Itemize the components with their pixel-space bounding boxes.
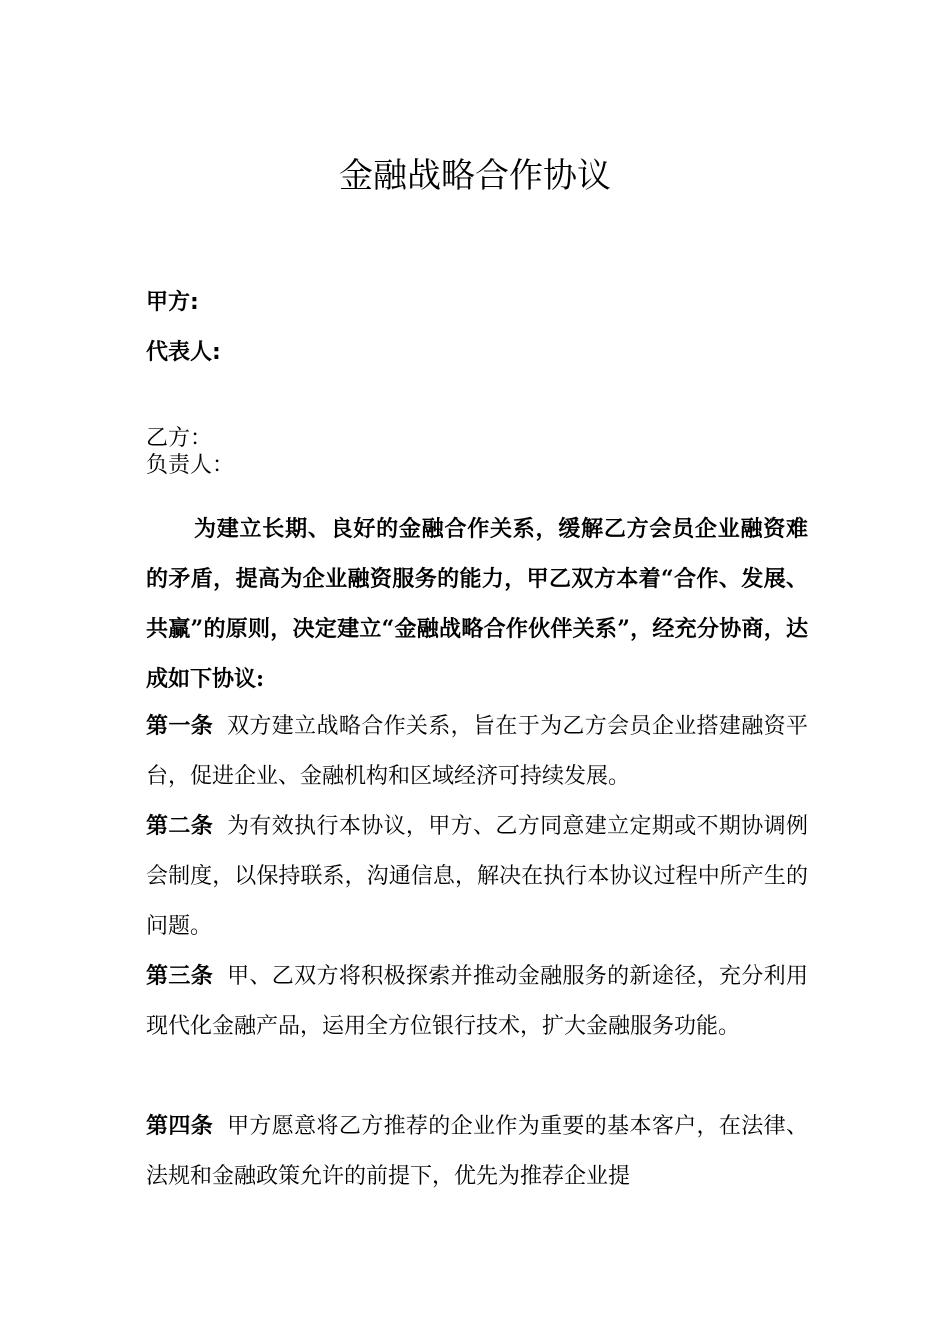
article-2-text: 为有效执行本协议，甲方、乙方同意建立定期或不期协调例会制度，以保持联系，沟通信息，解决在执行本协议过程中所产生的问题。 [146,814,808,939]
article-2-label: 第二条 [146,814,214,839]
representative-line [146,338,221,368]
article-4 [146,1102,808,1202]
article-2 [146,802,808,952]
article-3 [146,952,808,1052]
article-1-label: 第一条 [146,714,214,739]
article-1 [146,702,808,802]
article-3-text: 甲、乙双方将积极探索并推动金融服务的新途径，充分利用现代化金融产品，运用全方位银行技术，扩大金融服务功能。 [146,964,808,1039]
responsible-person-line [146,451,234,481]
party-a-label: 甲方: [146,290,199,315]
document-title: 金融战略合作协议 [339,156,611,196]
article-1-text: 双方建立战略合作关系，旨在于为乙方会员企业搭建融资平台，促进企业、金融机构和区域经济可持续发展。 [146,714,808,789]
article-4-text: 甲方愿意将乙方推荐的企业作为重要的基本客户，在法律、法规和金融政策允许的前提下，优先为推荐企业提 [146,1114,808,1189]
representative-label: 代表人: [146,340,221,365]
article-4-label: 第四条 [146,1114,214,1139]
party-b-line [146,424,212,454]
article-3-label: 第三条 [146,964,214,989]
party-b-label: 乙方： [146,426,213,451]
intro-paragraph: 为建立长期、良好的金融合作关系，缓解乙方会员企业融资难的矛盾，提高为企业融资服务的能力，甲乙双方本着“合作、发展、共赢”的原则，决定建立“金融战略合作伙伴关系”，经充分协商，达成如下协议: [146,516,808,692]
responsible-person-label: 负责人： [146,453,235,478]
party-a-line [146,288,199,318]
